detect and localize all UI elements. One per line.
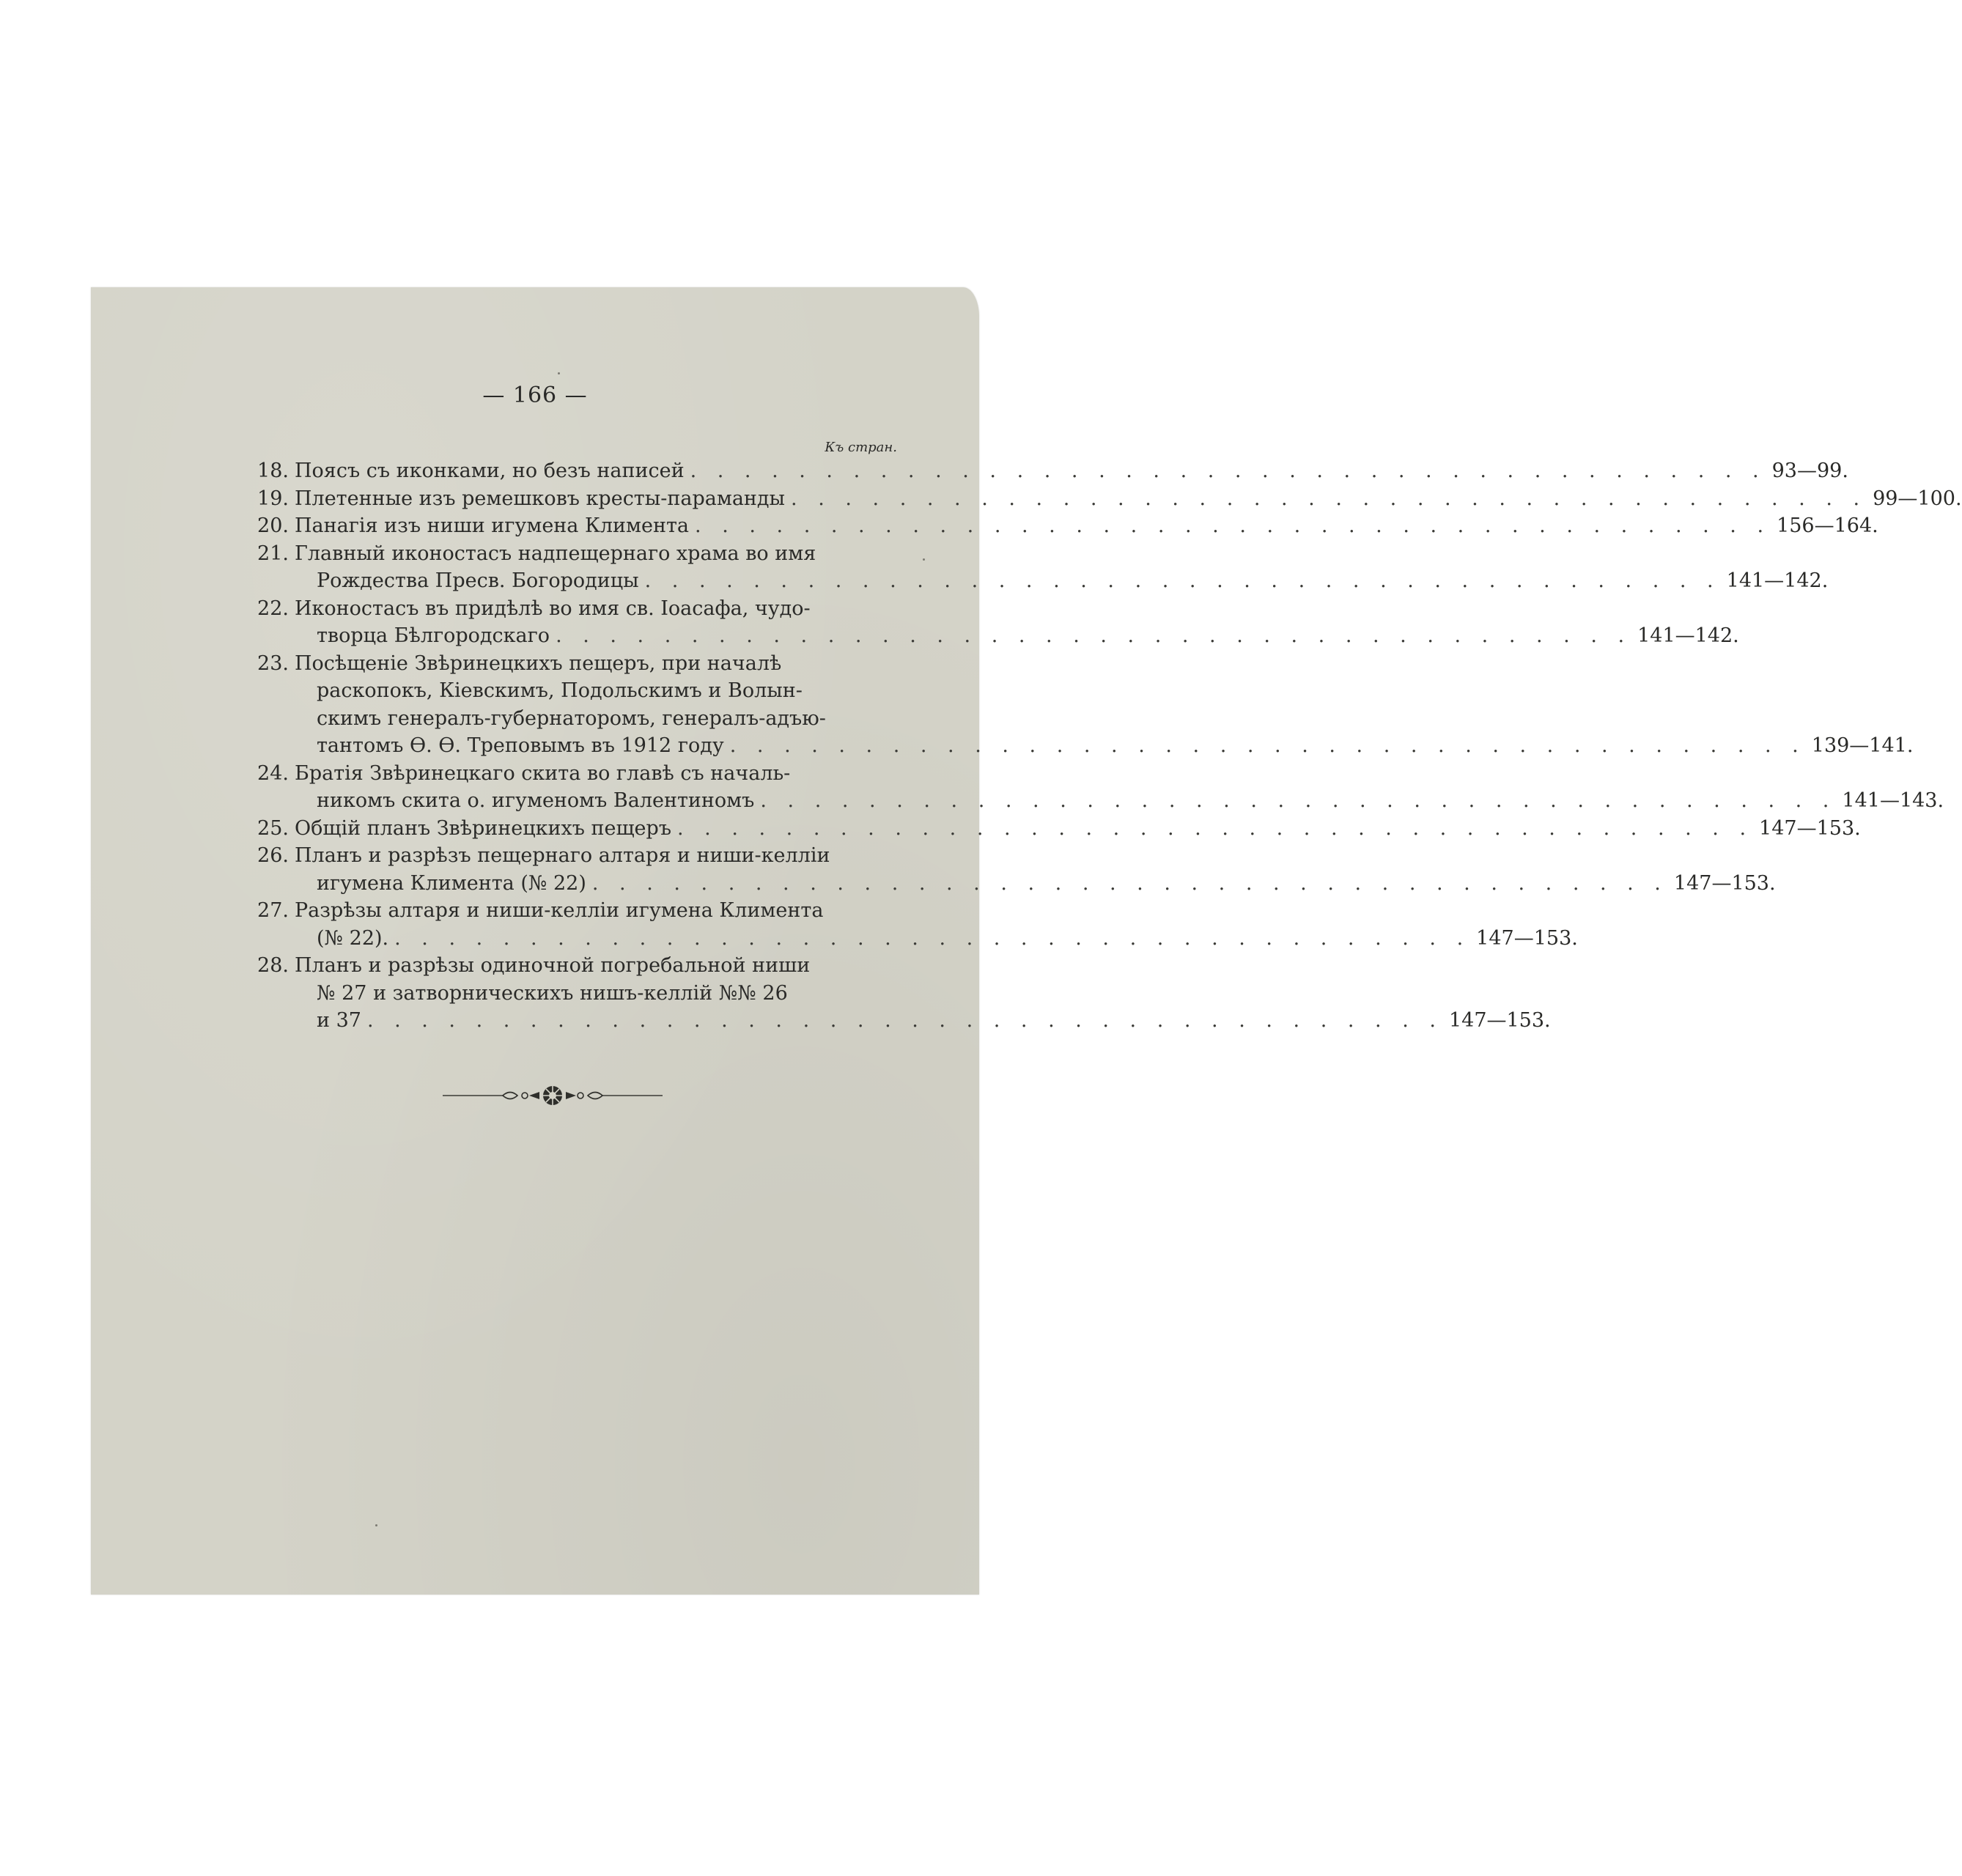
entry-text (295, 842, 1776, 897)
entry-number: 21. (257, 542, 289, 565)
list-entry (248, 485, 1962, 513)
entry-last-line-text: Общій планъ Звѣринецкихъ пещеръ (295, 816, 672, 840)
entry-text (295, 457, 1848, 485)
entry-number: 18. (257, 459, 289, 482)
entry-last-line (295, 787, 1944, 815)
entry-text (295, 760, 1944, 815)
dot-leader: . . . . . . . . . . . . . . . . . . . . . . . . . . . . . . . . . . . . . . . . (690, 459, 1766, 482)
page-reference: 99—100. (1873, 487, 1962, 510)
list-entry (248, 897, 1578, 952)
dot-leader: . . . . . . . . . . . . . . . . . . . . . . . . . . . . . . . . . . . . . . . . (644, 569, 1721, 592)
entry-text (295, 512, 1878, 540)
entry-text (295, 952, 1551, 1035)
entry-text (295, 650, 1913, 760)
entry-last-line (295, 567, 1828, 595)
entry-last-line-text: творца Бѣлгородскаго (317, 624, 550, 647)
entry-line: Иконостасъ въ придѣлѣ во имя св. Іоасафа, чудо- (295, 597, 811, 620)
entry-number: 19. (257, 487, 289, 510)
dot-leader: . . . . . . . . . . . . . . . . . . . . . . . . . . . . . . . . . . . . . . . . (695, 514, 1771, 537)
book-page (91, 287, 1962, 1595)
dot-leader: . . . . . . . . . . . . . . . . . . . . . . . . . . . . . . . . . . . . . . . . (591, 871, 1668, 895)
entry-last-line-text: Плетенные изъ ремешковъ кресты-параманды (295, 487, 786, 510)
entry-last-line-text: Рождества Пресв. Богородицы (317, 569, 639, 592)
dot-leader: . . . . . . . . . . . . . . . . . . . . . . . . . . . . . . . . . . . . . . . . (394, 926, 1471, 950)
list-entry (248, 650, 1914, 760)
page-reference: 147—153. (1673, 871, 1776, 895)
entry-last-line-text: Панагія изъ ниши игумена Климента (295, 514, 690, 537)
entry-last-line (295, 622, 1739, 650)
illustration-list (248, 457, 1962, 1035)
column-header: Къ стран. (825, 440, 897, 455)
entry-last-line (295, 925, 1578, 953)
page-reference: 147—153. (1476, 926, 1578, 950)
page-number: — 166 — (482, 383, 588, 408)
page-reference: 141—142. (1726, 569, 1829, 592)
entry-line: Братія Звѣринецкаго скита во главѣ съ началь- (295, 761, 791, 785)
entry-last-line (295, 815, 1861, 843)
page-reference: 139—141. (1811, 734, 1914, 757)
entry-last-line-text: (№ 22). (317, 926, 389, 950)
entry-line: Планъ и разрѣзы одиночной погребальной ниши (295, 954, 811, 977)
page-reference: 147—153. (1759, 816, 1861, 840)
list-entry (248, 512, 1878, 540)
entry-text (295, 485, 1962, 513)
entry-last-line-text: никомъ скита о. игуменомъ Валентиномъ (317, 789, 755, 812)
decorative-ornament (443, 1083, 663, 1108)
dot-leader: . . . . . . . . . . . . . . . . . . . . . . . . . . . . . . . . . . . . . . . . (729, 734, 1806, 757)
entry-line: Главный иконостасъ надпещернаго храма во имя (295, 542, 816, 565)
entry-line: Разрѣзы алтаря и ниши-келліи игумена Климента (295, 899, 824, 922)
entry-last-line-text: и 37 (317, 1009, 361, 1032)
paper-speck (375, 1524, 377, 1526)
dot-leader: . . . . . . . . . . . . . . . . . . . . . . . . . . . . . . . . . . . . . . . . (556, 624, 1632, 647)
entry-last-line-text: тантомъ Ѳ. Ѳ. Треповымъ въ 1912 году (317, 734, 724, 757)
entry-text (295, 540, 1828, 595)
entry-number: 20. (257, 514, 289, 537)
list-entry (248, 457, 1848, 485)
entry-last-line (295, 1007, 1551, 1035)
list-entry (248, 595, 1739, 650)
entry-last-line-text: игумена Климента (№ 22) (317, 871, 586, 895)
list-entry (248, 760, 1944, 815)
entry-last-line (295, 457, 1848, 485)
entry-last-line-text: Поясъ съ иконками, но безъ написей (295, 459, 685, 482)
entry-number: 22. (257, 597, 289, 620)
paper-speck (923, 558, 925, 561)
entry-number: 26. (257, 844, 289, 867)
list-entry (248, 842, 1776, 897)
entry-number: 24. (257, 761, 289, 785)
list-entry (248, 952, 1551, 1035)
entry-last-line (295, 732, 1913, 760)
page-reference: 141—143. (1842, 789, 1944, 812)
entry-line: Посѣщеніе Звѣринецкихъ пещеръ, при началѣ (295, 651, 782, 675)
entry-last-line (295, 870, 1776, 898)
entry-line: раскопокъ, Кіевскимъ, Подольскимъ и Волын- (317, 679, 803, 702)
entry-line: скимъ генералъ-губернаторомъ, генералъ-адъю- (317, 706, 826, 730)
page-reference: 156—164. (1777, 514, 1878, 537)
entry-number: 23. (257, 651, 289, 675)
entry-number: 27. (257, 899, 289, 922)
dot-leader: . . . . . . . . . . . . . . . . . . . . . . . . . . . . . . . . . . . . . . . . (366, 1009, 1443, 1032)
dot-leader: . . . . . . . . . . . . . . . . . . . . . . . . . . . . . . . . . . . . . . . . (760, 789, 1837, 812)
entry-last-line (295, 512, 1878, 540)
list-entry (248, 540, 1829, 595)
page-reference: 147—153. (1448, 1009, 1551, 1032)
entry-text (295, 897, 1578, 952)
entry-line: № 27 и затворническихъ нишъ-келлій №№ 26 (317, 981, 788, 1005)
paper-speck (558, 372, 560, 374)
entry-line: Планъ и разрѣзъ пещернаго алтаря и ниши-келліи (295, 844, 830, 867)
entry-number: 28. (257, 954, 289, 977)
dot-leader: . . . . . . . . . . . . . . . . . . . . . . . . . . . . . . . . . . . . . . . . (791, 487, 1867, 510)
entry-number: 25. (257, 816, 289, 840)
dot-leader: . . . . . . . . . . . . . . . . . . . . . . . . . . . . . . . . . . . . . . . . (677, 816, 1754, 840)
entry-last-line (295, 485, 1962, 513)
entry-text (295, 815, 1861, 843)
page-reference: 93—99. (1771, 459, 1848, 482)
list-entry (248, 815, 1861, 843)
page-reference: 141—142. (1637, 624, 1739, 647)
entry-text (295, 595, 1739, 650)
